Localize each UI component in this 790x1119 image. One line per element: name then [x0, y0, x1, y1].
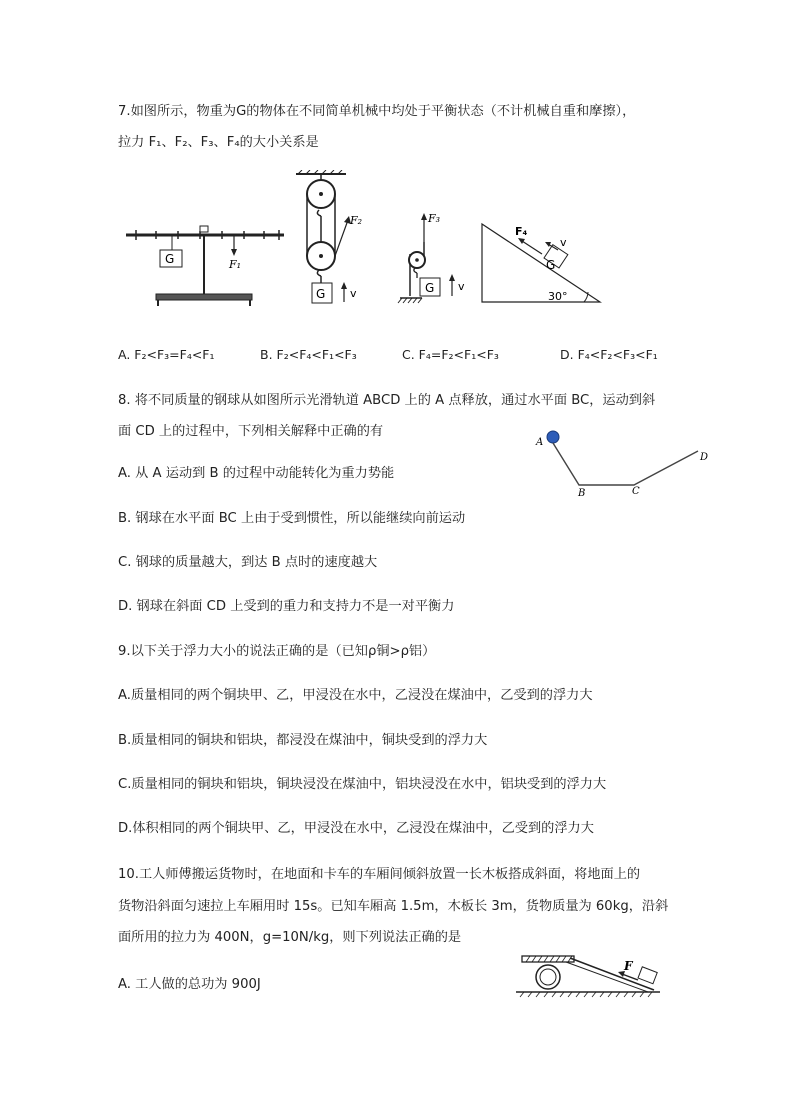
q8-track-figure [532, 428, 718, 498]
point-a-label: A [536, 437, 544, 448]
v-label: v [350, 287, 357, 300]
force-f2-arrow [335, 220, 348, 256]
q9-option-b: B.质量相同的铜块和铝块，都浸没在煤油中，铜块受到的浮力大 [118, 733, 488, 748]
q8-stem-line2: 面 CD 上的过程中，下列相关解释中正确的有 [118, 424, 384, 439]
q7-movable-pulley-figure [392, 210, 476, 310]
q7-option-a: A. F₂<F₃=F₄<F₁ [118, 347, 215, 362]
weight-label: G [546, 258, 556, 272]
q9-option-d: D.体积相同的两个铜块甲、乙，甲浸没在水中，乙浸没在煤油中，乙受到的浮力大 [118, 821, 594, 836]
q10-stem-line1: 10.工人师傅搬运货物时，在地面和卡车的车厢间倾斜放置一长木板搭成斜面，将地面上的 [118, 867, 641, 882]
q8-option-c: C. 钢球的质量越大，到达 B 点时的速度越大 [118, 555, 378, 570]
steel-ball [547, 431, 559, 443]
f2-label: F₂ [350, 214, 363, 227]
q7-option-b: B. F₂<F₄<F₁<F₃ [260, 347, 357, 362]
point-c-label: C [632, 486, 640, 497]
cargo-box [638, 967, 657, 984]
point-b-label: B [578, 488, 586, 498]
track-abcd [553, 443, 698, 485]
q7-option-c: C. F₄=F₂<F₁<F₃ [402, 347, 499, 362]
f3-label: F₃ [428, 212, 441, 225]
v-label: v [560, 236, 567, 249]
q9-option-c: C.质量相同的铜块和铝块，铜块浸没在煤油中，铝块浸没在水中，铝块受到的浮力大 [118, 777, 607, 792]
lever-stand-base [156, 294, 252, 300]
point-d-label: D [700, 452, 709, 463]
q7-pulley-block-figure [288, 170, 368, 310]
q10-stem-line3: 面所用的拉力为 400N，g=10N/kg，则下列说法正确的是 [118, 930, 462, 945]
f1-label: F₁ [229, 258, 242, 271]
q7-lever-figure [122, 222, 290, 308]
q10-truck-ramp-figure [514, 950, 662, 1000]
weight-label: G [316, 287, 326, 301]
q9-option-a: A.质量相同的两个铜块甲、乙，甲浸没在水中，乙浸没在煤油中，乙受到的浮力大 [118, 688, 593, 703]
q10-stem-line2: 货物沿斜面匀速拉上车厢用时 15s。已知车厢高 1.5m，木板长 3m，货物质量为 60kg，沿斜 [118, 899, 669, 914]
q9-stem: 9.以下关于浮力大小的说法正确的是（已知ρ铜>ρ铝） [118, 644, 436, 659]
q7-stem-line2: 拉力 F₁、F₂、F₃、F₄的大小关系是 [118, 135, 319, 150]
f-label: F [624, 959, 633, 973]
q7-option-d: D. F₄<F₂<F₃<F₁ [560, 347, 658, 362]
lever-pivot [200, 226, 208, 232]
q8-option-a: A. 从 A 运动到 B 的过程中动能转化为重力势能 [118, 466, 395, 481]
weight-label: G [165, 252, 175, 266]
weight-label: G [425, 281, 435, 295]
q8-stem-line1: 8. 将不同质量的钢球从如图所示光滑轨道 ABCD 上的 A 点释放，通过水平面 BC，运动到斜 [118, 393, 656, 408]
v-label: v [458, 280, 465, 293]
q8-option-d: D. 钢球在斜面 CD 上受到的重力和支持力不是一对平衡力 [118, 599, 455, 614]
f4-label: F₄ [515, 225, 528, 238]
q10-option-a: A. 工人做的总功为 900J [118, 977, 261, 992]
angle-label: 30° [548, 290, 568, 303]
q8-option-b: B. 钢球在水平面 BC 上由于受到惯性，所以能继续向前运动 [118, 511, 466, 526]
incline [482, 224, 600, 302]
q7-stem-line1: 7.如图所示，物重为G的物体在不同简单机械中均处于平衡状态（不计机械自重和摩擦）， [118, 104, 636, 119]
q7-incline-figure [478, 220, 604, 308]
